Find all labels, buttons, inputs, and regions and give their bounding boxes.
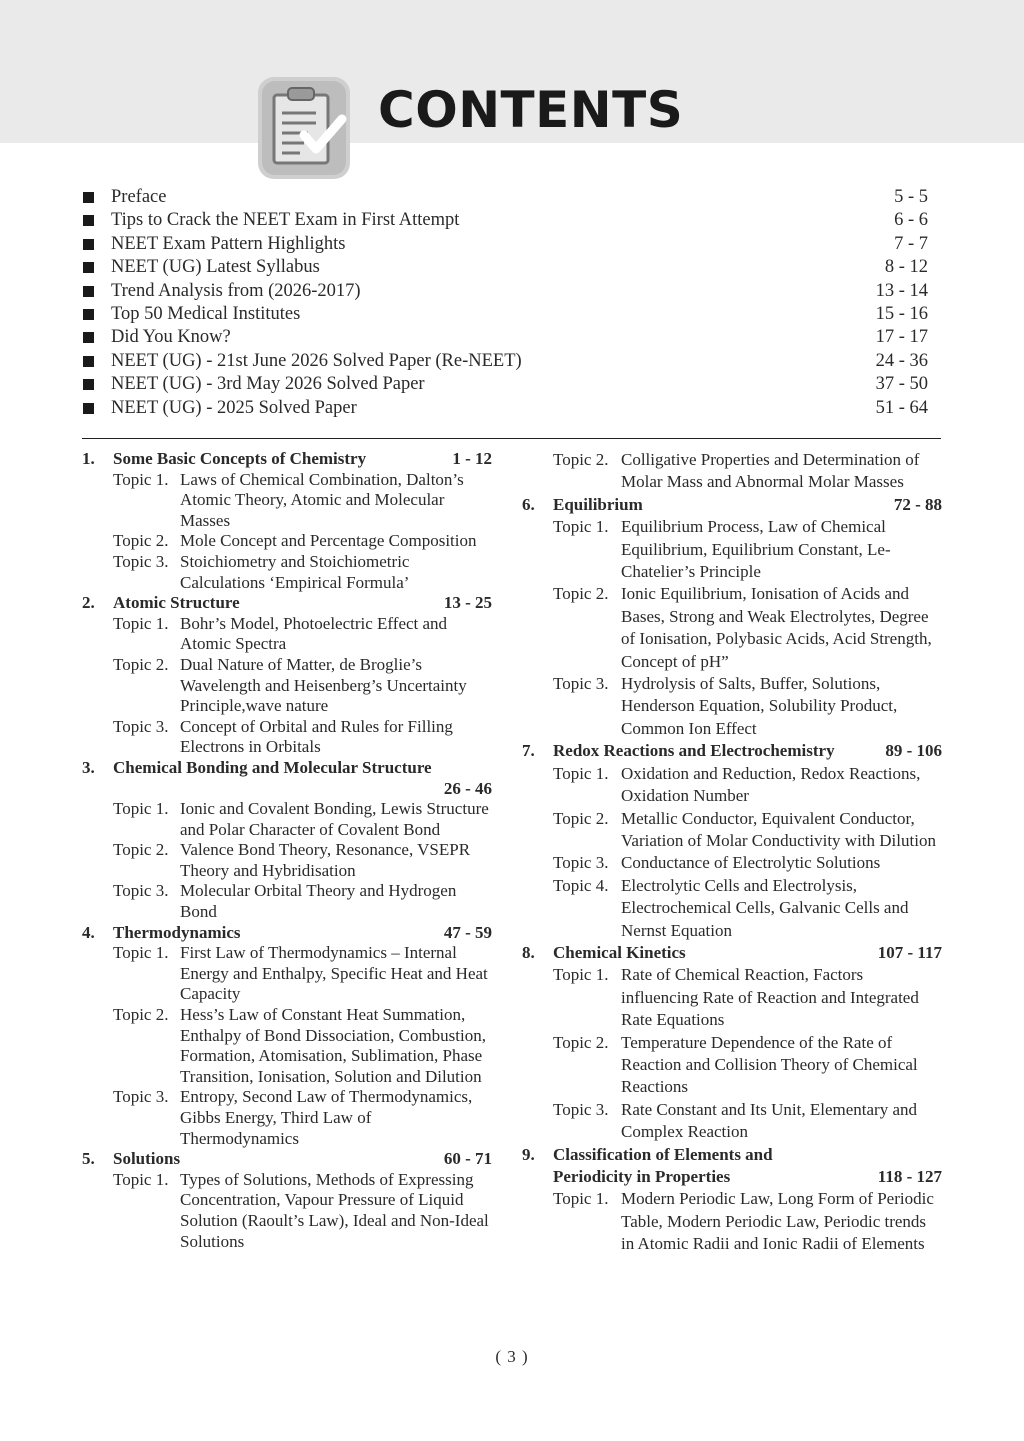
square-bullet-icon — [83, 332, 94, 343]
item-label: NEET (UG) - 3rd May 2026 Solved Paper — [111, 374, 425, 395]
chapter-heading — [522, 1144, 942, 1166]
chapter-number: 2. — [82, 593, 95, 613]
chapter-number: 5. — [82, 1149, 95, 1169]
topic-text: Types of Solutions, Methods of Expressing Concentration, Vapour Pressure of Liquid Solution (Raoult’s Law), Ideal and Non-Ideal Solutions — [180, 1169, 489, 1251]
item-label: Tips to Crack the NEET Exam in First Attempt — [111, 210, 460, 231]
chapter-entry — [82, 923, 492, 1150]
topic-label: Topic 2. — [553, 1032, 609, 1052]
topic-label: Topic 3. — [553, 674, 609, 694]
item-label: NEET (UG) Latest Syllabus — [111, 257, 320, 278]
topic-text: Dual Nature of Matter, de Broglie’s Wavelength and Heisenberg’s Uncertainty Principle,wave nature — [180, 654, 467, 716]
topic-label: Topic 1. — [553, 517, 609, 537]
topic-text: Electrolytic Cells and Electrolysis, Electrochemical Cells, Galvanic Cells and Nernst Equation — [621, 875, 909, 940]
item-label: NEET (UG) - 2025 Solved Paper — [111, 397, 357, 418]
chapter-entry — [522, 942, 942, 1144]
chapters-right-column — [522, 449, 942, 1256]
clipboard-check-icon — [256, 75, 352, 181]
item-label: Trend Analysis from (2026-2017) — [111, 280, 361, 301]
chapter-heading — [82, 593, 492, 614]
chapter-pages: 47 - 59 — [443, 922, 492, 942]
topic-entry — [113, 655, 492, 717]
topic-text: First Law of Thermodynamics – Internal Energy and Enthalpy, Specific Heat and Heat Capacity — [180, 943, 488, 1004]
chapter-number-spacer — [522, 1166, 553, 1188]
square-bullet-icon — [83, 309, 94, 320]
chapter-entry — [522, 449, 942, 494]
topic-entry — [553, 875, 942, 942]
list-item — [83, 373, 928, 396]
chapter-title: Atomic Structure — [113, 593, 240, 613]
topic-label: Topic 3. — [553, 853, 609, 873]
chapter-heading — [82, 1149, 492, 1170]
list-item — [83, 186, 928, 209]
item-pages: 6 - 6 — [894, 210, 928, 231]
list-item — [83, 326, 928, 349]
topic-label: Topic 2. — [113, 654, 169, 674]
topic-entry — [553, 763, 942, 808]
topic-entry — [553, 583, 942, 673]
topic-text: Stoichiometry and Stoichiometric Calculations ‘Empirical Formula’ — [180, 551, 410, 592]
topic-text: Temperature Dependence of the Rate of Reaction and Collision Theory of Chemical Reactions — [621, 1032, 918, 1097]
topic-entry — [113, 1170, 492, 1252]
topic-entry — [113, 1087, 492, 1149]
topic-text: Metallic Conductor, Equivalent Conductor, Variation of Molar Conductivity with Dilution — [621, 808, 936, 850]
list-item — [83, 209, 928, 232]
chapter-heading — [82, 758, 492, 779]
square-bullet-icon — [83, 192, 94, 203]
topic-label: Topic 1. — [113, 799, 169, 819]
topic-text: Ionic and Covalent Bonding, Lewis Structure and Polar Character of Covalent Bond — [180, 799, 489, 839]
list-item — [83, 397, 928, 420]
topic-entry — [553, 852, 942, 874]
topic-entry — [553, 1032, 942, 1099]
topic-label: Topic 3. — [113, 716, 169, 736]
list-item — [83, 350, 928, 373]
chapter-title: Redox Reactions and Electrochemistry — [553, 741, 835, 761]
topic-entry — [553, 1188, 942, 1255]
topic-entry — [113, 531, 492, 552]
square-bullet-icon — [83, 379, 94, 390]
item-label: NEET Exam Pattern Highlights — [111, 233, 346, 254]
topic-entry — [113, 840, 492, 881]
topic-label: Topic 3. — [113, 1087, 169, 1107]
chapter-heading — [82, 923, 492, 944]
topic-label: Topic 1. — [113, 613, 169, 633]
topic-label: Topic 1. — [553, 1189, 609, 1209]
topic-label: Topic 1. — [113, 1169, 169, 1189]
chapter-pages: 13 - 25 — [443, 593, 492, 613]
topic-entry — [113, 470, 492, 532]
chapter-number: 6. — [522, 494, 535, 514]
topic-entry — [113, 1005, 492, 1087]
chapter-heading — [522, 494, 942, 516]
chapter-entry — [82, 593, 492, 758]
topic-entry — [553, 808, 942, 853]
chapter-heading — [82, 449, 492, 470]
chapter-entry — [82, 1149, 492, 1252]
topic-text: Entropy, Second Law of Thermodynamics, Gibbs Energy, Third Law of Thermodynamics — [180, 1087, 473, 1148]
chapter-title-line2: Periodicity in Properties — [553, 1167, 731, 1186]
item-label: Top 50 Medical Institutes — [111, 303, 301, 324]
topic-text: Oxidation and Reduction, Redox Reactions, Oxidation Number — [621, 763, 921, 806]
chapter-number: 3. — [82, 757, 95, 777]
topic-label: Topic 3. — [113, 881, 169, 901]
topic-label: Topic 1. — [553, 965, 609, 985]
item-pages: 37 - 50 — [875, 374, 928, 395]
chapter-pages: 118 - 127 — [877, 1167, 942, 1186]
topic-text: Hess’s Law of Constant Heat Summation, Enthalpy of Bond Dissociation, Combustion, Formation, Atomisation, Sublimation, Phase Transition, Ionisation, Solution and Dilution — [180, 1005, 486, 1086]
topic-text: Rate Constant and Its Unit, Elementary and Complex Reaction — [621, 1099, 918, 1142]
topic-text: Hydrolysis of Salts, Buffer, Solutions, Henderson Equation, Solubility Product, Common Ion Effect — [621, 674, 898, 738]
chapter-entry — [82, 758, 492, 923]
chapters-left-column — [82, 449, 492, 1252]
item-pages: 15 - 16 — [875, 303, 928, 324]
topic-label: Topic 2. — [553, 450, 609, 469]
front-matter-list — [83, 186, 928, 420]
topic-entry — [553, 964, 942, 1031]
topic-entry — [113, 614, 492, 655]
topic-label: Topic 3. — [553, 1099, 609, 1119]
topic-text: Mole Concept and Percentage Composition — [180, 531, 477, 551]
topic-entry — [113, 799, 492, 840]
chapter-title: Classification of Elements and — [553, 1144, 773, 1164]
topic-text: Molecular Orbital Theory and Hydrogen Bond — [180, 881, 457, 922]
item-pages: 51 - 64 — [875, 397, 928, 418]
topic-entry — [113, 552, 492, 593]
topic-text: Concept of Orbital and Rules for Filling Electrons in Orbitals — [180, 716, 453, 757]
topic-entry — [553, 1099, 942, 1144]
chapter-title: Some Basic Concepts of Chemistry — [113, 449, 367, 468]
topic-label: Topic 4. — [553, 875, 609, 895]
square-bullet-icon — [83, 356, 94, 367]
list-item — [83, 233, 928, 256]
topic-entry — [553, 673, 942, 740]
chapter-number: 8. — [522, 942, 535, 962]
topic-label: Topic 2. — [113, 840, 169, 860]
chapter-entry — [82, 449, 492, 593]
list-item — [83, 280, 928, 303]
square-bullet-icon — [83, 262, 94, 273]
chapter-number: 7. — [522, 741, 535, 761]
chapter-entry — [522, 740, 942, 942]
item-label: NEET (UG) - 21st June 2026 Solved Paper (Re-NEET) — [111, 350, 522, 371]
chapter-heading-line2 — [522, 1166, 942, 1188]
topic-text: Valence Bond Theory, Resonance, VSEPR Theory and Hybridisation — [180, 840, 471, 880]
topic-label: Topic 3. — [113, 551, 169, 571]
chapter-number: 4. — [82, 922, 95, 942]
item-pages: 13 - 14 — [875, 280, 928, 301]
topic-entry — [113, 943, 492, 1005]
topic-text: Colligative Properties and Determination of Molar Mass and Abnormal Molar Masses — [621, 450, 920, 492]
topic-label: Topic 2. — [113, 531, 169, 551]
chapter-number: 9. — [522, 1144, 535, 1164]
chapter-title: Chemical Kinetics — [553, 942, 686, 962]
item-pages: 24 - 36 — [875, 350, 928, 371]
chapter-heading — [522, 942, 942, 964]
item-pages: 17 - 17 — [875, 327, 928, 348]
item-pages: 7 - 7 — [894, 233, 928, 254]
topic-label: Topic 2. — [553, 584, 609, 604]
topic-text: Bohr’s Model, Photoelectric Effect and Atomic Spectra — [180, 613, 448, 654]
chapter-title: Chemical Bonding and Molecular Structure — [113, 757, 432, 777]
chapter-title: Equilibrium — [553, 494, 643, 514]
topic-text: Ionic Equilibrium, Ionisation of Acids and Bases, Strong and Weak Electrolytes, Degree of Ionisation, Polybasic Acids, Acid Strength, Concept of pH” — [621, 584, 932, 671]
chapter-title: Solutions — [113, 1149, 181, 1169]
item-pages: 8 - 12 — [884, 257, 928, 278]
chapter-pages: 26 - 46 — [443, 778, 492, 798]
chapter-pages: 72 - 88 — [893, 494, 942, 514]
divider — [82, 438, 941, 439]
topic-text: Equilibrium Process, Law of Chemical Equilibrium, Equilibrium Constant, Le-Chatelier’s Principle — [621, 517, 891, 582]
topic-entry — [553, 449, 942, 494]
chapter-pages: 60 - 71 — [443, 1149, 492, 1169]
chapter-entry — [522, 1144, 942, 1256]
topic-label: Topic 1. — [113, 943, 169, 963]
square-bullet-icon — [83, 286, 94, 297]
chapter-title: Thermodynamics — [113, 922, 241, 942]
list-item — [83, 256, 928, 279]
topic-text: Rate of Chemical Reaction, Factors influencing Rate of Reaction and Integrated Rate Equations — [621, 965, 919, 1030]
page-title: CONTENTS — [378, 81, 684, 139]
square-bullet-icon — [83, 239, 94, 250]
chapter-heading — [522, 740, 942, 762]
topic-label: Topic 1. — [113, 469, 169, 489]
topic-label: Topic 2. — [553, 808, 609, 828]
topic-text: Modern Periodic Law, Long Form of Periodic Table, Modern Periodic Law, Periodic trends in Atomic Radii and Ionic Radii of Elements — [621, 1189, 934, 1254]
topic-entry — [113, 717, 492, 758]
page-number: ( 3 ) — [495, 1347, 529, 1366]
chapter-pages: 89 - 106 — [885, 741, 942, 761]
chapter-number: 1. — [82, 449, 95, 468]
list-item — [83, 303, 928, 326]
chapter-entry — [522, 494, 942, 740]
chapter-pages: 107 - 117 — [877, 942, 942, 962]
topic-text: Conductance of Electrolytic Solutions — [621, 853, 881, 873]
topic-text: Laws of Chemical Combination, Dalton’s Atomic Theory, Atomic and Molecular Masses — [180, 469, 464, 530]
topic-label: Topic 2. — [113, 1005, 169, 1025]
item-label: Preface — [111, 187, 167, 207]
chapter-pages: 1 - 12 — [452, 449, 492, 468]
item-label: Did You Know? — [111, 327, 231, 348]
topic-label: Topic 1. — [553, 763, 609, 783]
square-bullet-icon — [83, 403, 94, 414]
item-pages: 5 - 5 — [894, 187, 928, 207]
topic-entry — [553, 516, 942, 583]
square-bullet-icon — [83, 215, 94, 226]
topic-entry — [113, 881, 492, 922]
